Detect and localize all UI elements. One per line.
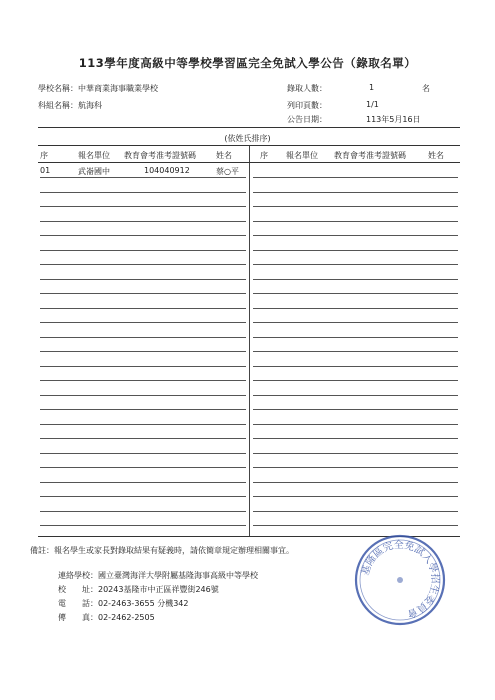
announce-value: 113年5月16日: [366, 115, 421, 124]
header-exam-no-right: 教育會考准考證號碼: [334, 151, 406, 160]
header-seq: 序: [40, 151, 48, 160]
contact-address-label: 校 址：: [58, 585, 98, 594]
contact-fax: [58, 612, 155, 623]
row1-name: 蔡○平: [216, 167, 239, 176]
table-row-line: [253, 525, 458, 526]
table-row-line: [253, 511, 458, 512]
announce-label: 公告日期：: [287, 115, 327, 124]
table-row-line: [40, 206, 246, 207]
table-row-line: [253, 496, 458, 497]
table-row-line: [40, 409, 246, 410]
table-row-line: [253, 177, 458, 178]
header-name: 姓名: [216, 151, 232, 160]
table-row-line: [253, 206, 458, 207]
table-row-line: [40, 351, 246, 352]
department-value: 航海科: [78, 101, 102, 110]
table-row-line: [253, 424, 458, 425]
table-row-line: [40, 496, 246, 497]
contact-address-value: 20243基隆市中正區祥豐街246號: [98, 585, 219, 594]
table-row-line: [253, 192, 458, 193]
table-row-line: [253, 366, 458, 367]
sort-note: (依姓氏排序): [224, 134, 271, 143]
department-info: [38, 100, 102, 111]
table-row-line: [40, 467, 246, 468]
table-row-line: [40, 453, 246, 454]
table-row-line: [40, 395, 246, 396]
table-row-line: [40, 279, 246, 280]
table-row-line: [40, 366, 246, 367]
table-row-line: [253, 453, 458, 454]
column-divider: [249, 146, 250, 536]
table-row-line: [253, 293, 458, 294]
pages-label: 列印頁數：: [287, 101, 327, 110]
table-row-line: [40, 221, 246, 222]
header-unit: 報名單位: [78, 151, 110, 160]
table-row-line: [40, 293, 246, 294]
admitted-label: 錄取人數：: [287, 84, 327, 93]
table-row-line: [40, 177, 246, 178]
table-row-line: [40, 337, 246, 338]
remark: 備註：報名學生或家長對錄取結果有疑義時，請依簡章規定辦理相關事宜。: [30, 546, 294, 555]
table-row-line: [40, 525, 246, 526]
contact-school-value: 國立臺灣海洋大學附屬基隆海事高級中等學校: [98, 571, 258, 580]
table-row-line: [253, 279, 458, 280]
row1-seq: 01: [40, 166, 51, 175]
table-row-line: [253, 482, 458, 483]
contact-school-label: 連絡學校：: [58, 571, 98, 580]
header-name-right: 姓名: [428, 151, 444, 160]
table-row-line: [253, 409, 458, 410]
contact-phone: [58, 598, 188, 609]
admitted-unit: 名: [422, 84, 430, 93]
header-unit-right: 報名單位: [286, 151, 318, 160]
table-row-line: [40, 192, 246, 193]
table-row-line: [40, 322, 246, 323]
table-row-line: [40, 380, 246, 381]
header-exam-no: 教育會考准考證號碼: [124, 151, 196, 160]
contact-phone-label: 電 話：: [58, 599, 98, 608]
header-underline: [38, 162, 460, 163]
table-row-line: [253, 250, 458, 251]
table-row-line: [253, 467, 458, 468]
header-divider: [38, 127, 460, 128]
table-row-line: [253, 221, 458, 222]
table-row-line: [40, 308, 246, 309]
table-row-line: [40, 250, 246, 251]
table-row-line: [40, 424, 246, 425]
seal-text: 基隆區完全免試入學招生委員會: [360, 539, 441, 620]
contact-fax-label: 傳 真：: [58, 613, 98, 622]
page-title: 113學年度高級中等學校學習區完全免試入學公告（錄取名單）: [78, 56, 417, 70]
admission-table: [38, 145, 460, 537]
table-row-line: [40, 482, 246, 483]
pages-value: 1/1: [366, 100, 379, 109]
table-row-line: [253, 380, 458, 381]
contact-phone-value: 02-2463-3655 分機342: [98, 599, 189, 608]
contact-fax-value: 02-2462-2505: [98, 613, 155, 622]
official-seal-stamp: [350, 530, 450, 630]
table-row-line: [40, 511, 246, 512]
contact-address: [58, 584, 219, 595]
table-row-line: [253, 264, 458, 265]
table-row-line: [40, 264, 246, 265]
table-row-line: [253, 308, 458, 309]
school-info: [38, 83, 158, 94]
table-row-line: [253, 438, 458, 439]
row1-unit: 武崙國中: [78, 167, 110, 176]
table-row-line: [40, 438, 246, 439]
header-seq-right: 序: [260, 151, 268, 160]
table-row-line: [253, 351, 458, 352]
table-row-line: [40, 235, 246, 236]
table-row-line: [253, 337, 458, 338]
table-row-line: [253, 395, 458, 396]
school-label: 學校名稱：: [38, 84, 78, 93]
table-row-line: [253, 322, 458, 323]
row1-exam-no: 104040912: [144, 166, 190, 175]
school-value: 中華商業海事職業學校: [78, 84, 158, 93]
admitted-value: 1: [369, 83, 375, 92]
seal-graphic: [350, 530, 450, 630]
department-label: 科組名稱：: [38, 101, 78, 110]
contact-school: [58, 570, 258, 581]
table-row-line: [253, 235, 458, 236]
